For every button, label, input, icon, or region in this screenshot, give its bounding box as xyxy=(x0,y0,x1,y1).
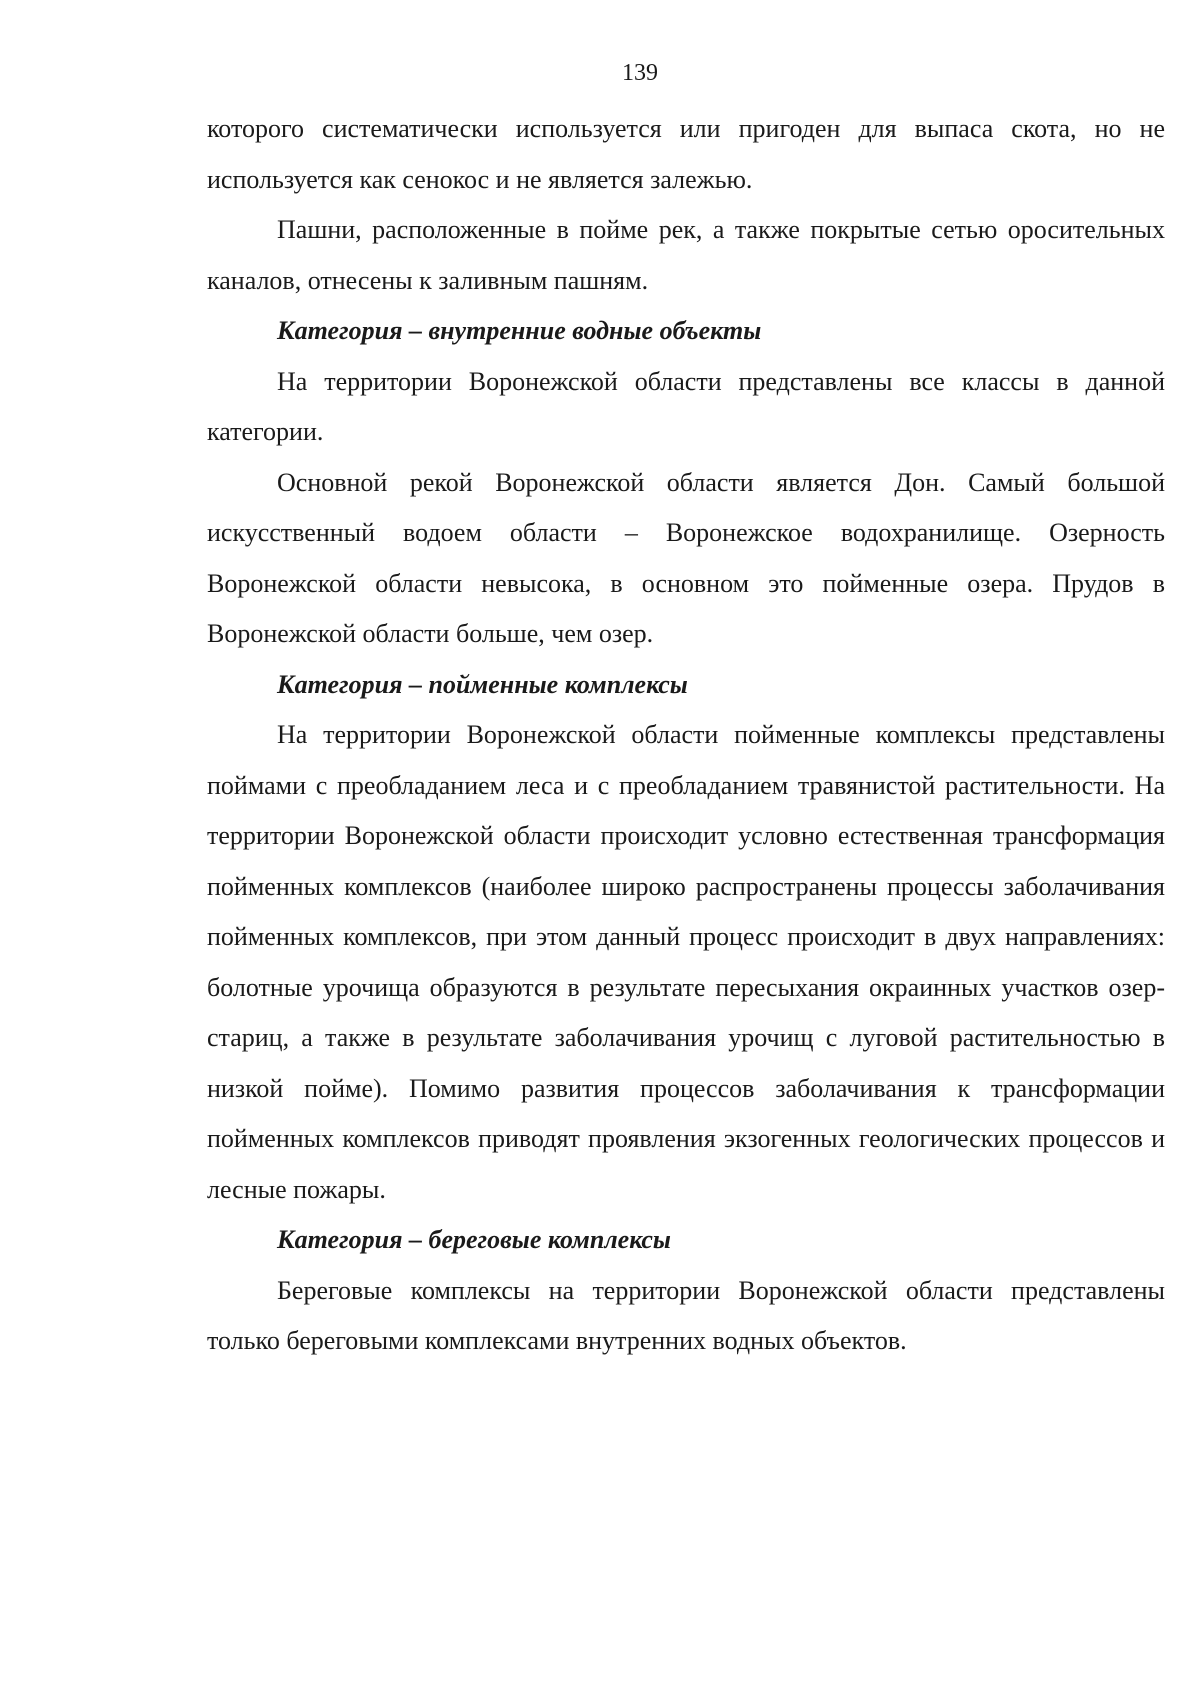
paragraph-coastal-complexes: Береговые комплексы на территории Воронежской области представлены только береговыми комплексами внутренних водных объектов. xyxy=(207,1275,1165,1355)
paragraph-inland-water-classes: На территории Воронежской области представлены все классы в данной категории. xyxy=(207,366,1165,446)
heading-coastal-complexes: Категория – береговые комплексы xyxy=(277,1225,671,1254)
paragraph-don-river: Основной рекой Воронежской области является Дон. Самый большой искусственный водоем области – Воронежское водохранилище. Озерность Воронежской области невысока, в основном это пойменные озера. Прудов в Воронежской области больше, чем озер. xyxy=(207,467,1165,648)
document-body xyxy=(207,104,1165,1367)
paragraph-floodplain-complexes: На территории Воронежской области пойменные комплексы представлены поймами с преобладанием леса и с преобладанием травянистой растительности. На территории Воронежской области происходит условно естественная трансформация пойменных комплексов (наиболее широко распространены процессы заболачивания пойменных комплексов, при этом данный процесс происходит в двух направлениях: болотные урочища образуются в результате пересыхания окраинных участков озер-стариц, а также в результате заболачивания урочищ с луговой растительностью в низкой пойме). Помимо развития процессов заболачивания к трансформации пойменных комплексов приводят проявления экзогенных геологических процессов и лесные пожары. xyxy=(207,720,1165,1204)
heading-floodplain-complexes: Категория – пойменные комплексы xyxy=(277,669,688,699)
page-number: 139 xyxy=(622,60,658,86)
paragraph-irrigated-arable: Пашни, расположенные в пойме рек, а также покрытые сетью оросительных каналов, отнесены к заливным пашням. xyxy=(207,215,1165,295)
heading-inland-water: Категория – внутренние водные объекты xyxy=(277,316,762,345)
paragraph-pasture-definition: которого систематически используется или пригоден для выпаса скота, но не используется как сенокос и не является залежью. xyxy=(207,114,1165,194)
